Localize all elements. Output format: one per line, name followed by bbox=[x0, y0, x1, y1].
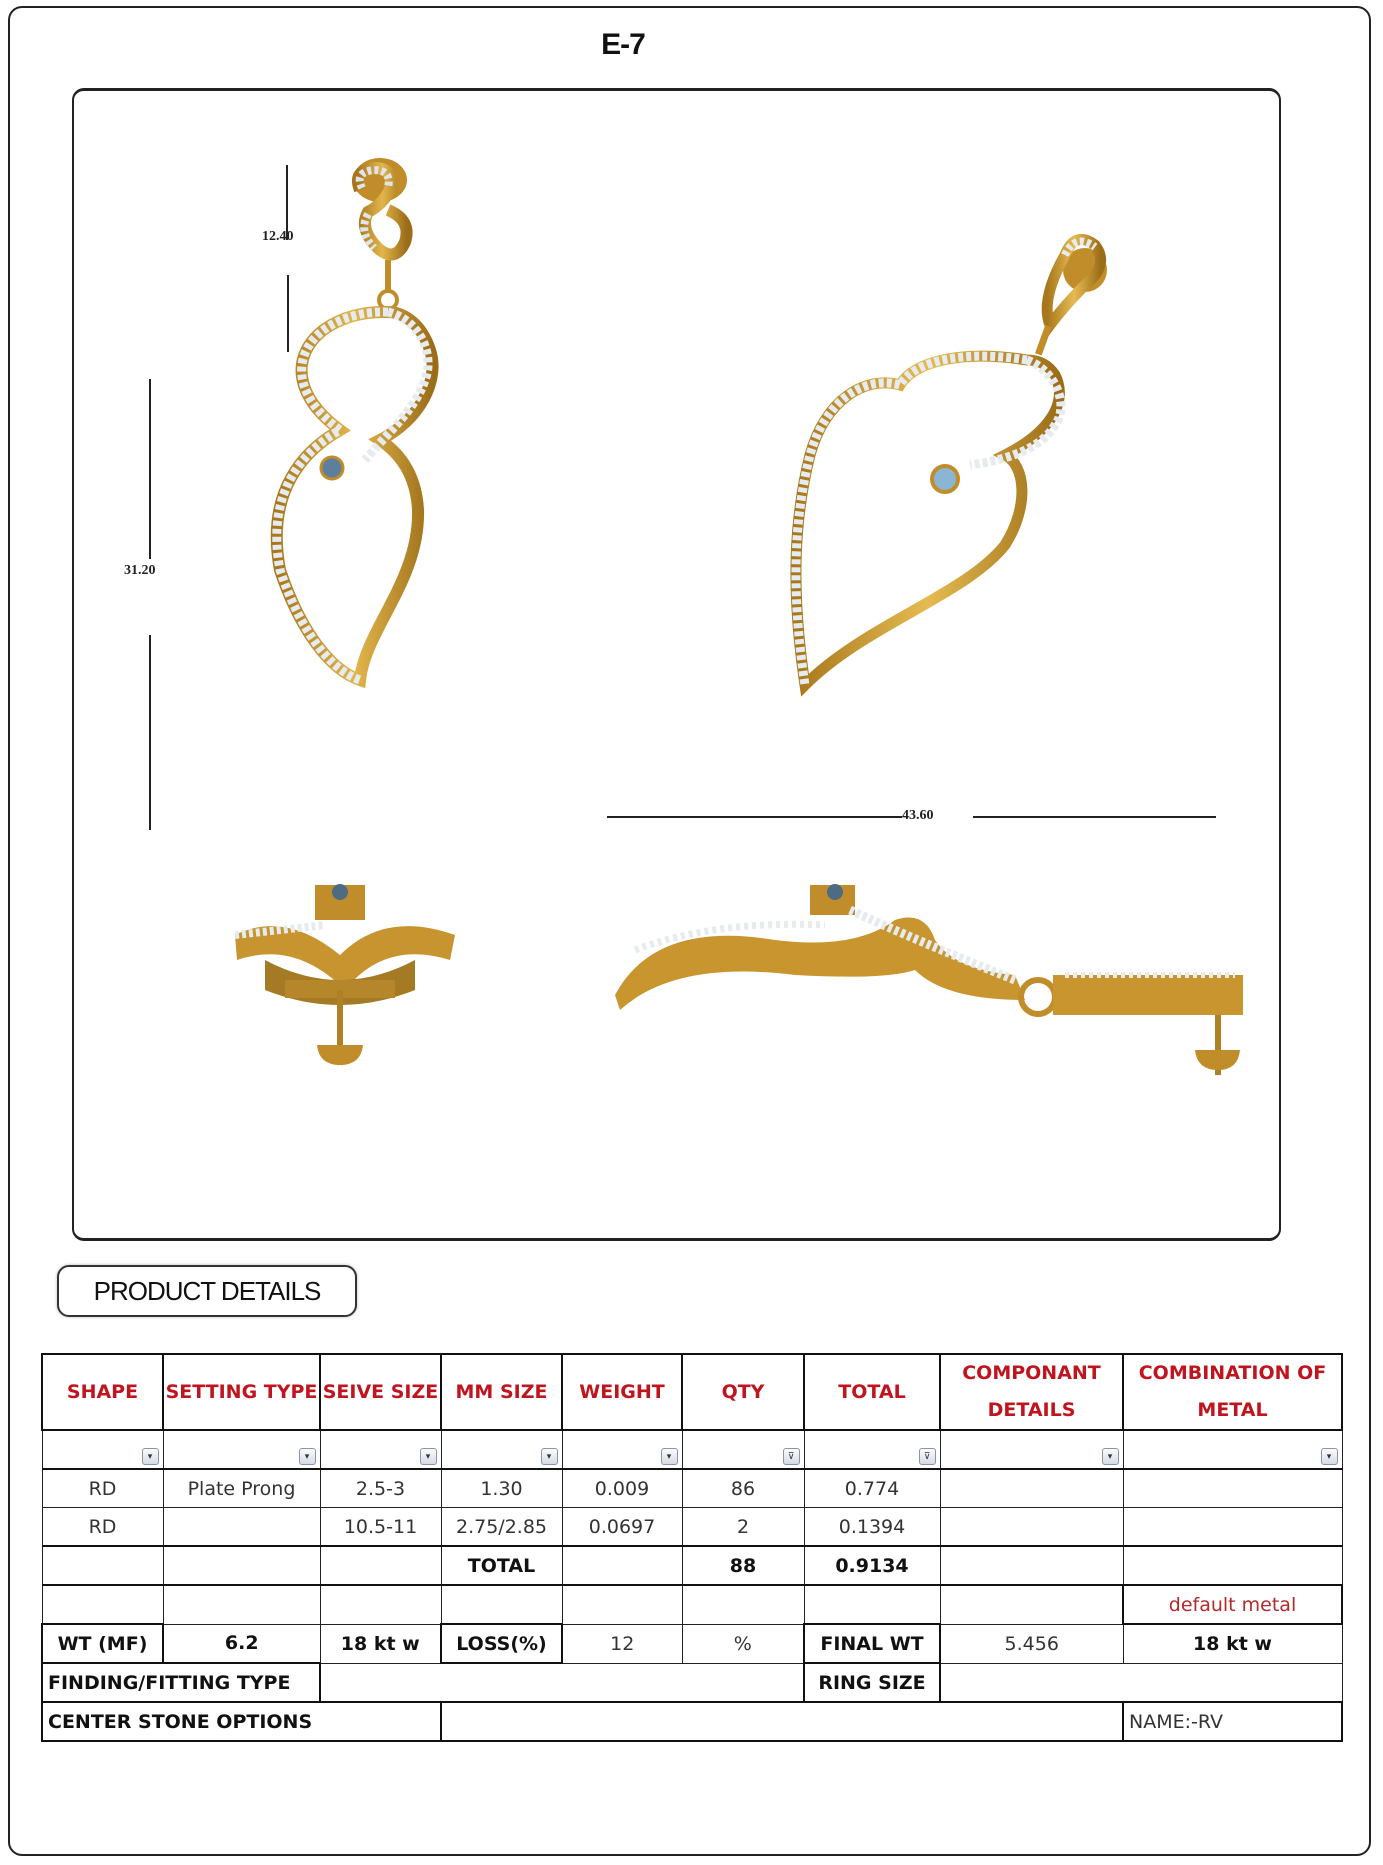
finding-fitting-type-label: FINDING/FITTING TYPE bbox=[42, 1663, 320, 1702]
cell-mm-size: 2.75/2.85 bbox=[441, 1508, 562, 1547]
default-metal-row bbox=[42, 1585, 1342, 1624]
total-label: TOTAL bbox=[441, 1546, 562, 1585]
product-details-label: PRODUCT DETAILS bbox=[93, 1275, 321, 1306]
wt-mf-value: 6.2 bbox=[163, 1624, 320, 1663]
header-setting-type: SETTING TYPE bbox=[163, 1354, 320, 1430]
header-weight: WEIGHT bbox=[562, 1354, 682, 1430]
cell-mm-size: 1.30 bbox=[441, 1469, 562, 1508]
weight-row bbox=[42, 1624, 1342, 1663]
dimension-label-width: 43.60 bbox=[902, 808, 934, 823]
cell-seive-size: 10.5-11 bbox=[320, 1508, 441, 1547]
cell-qty: 2 bbox=[682, 1508, 804, 1547]
cell-total: 0.1394 bbox=[804, 1508, 940, 1547]
empty-cell bbox=[163, 1546, 320, 1585]
dimension-line-width-right bbox=[973, 816, 1216, 818]
profile-view-image bbox=[595, 880, 1255, 1080]
cell-weight: 0.0697 bbox=[562, 1508, 682, 1547]
header-combination-of-metal: COMBINATION OF METAL bbox=[1123, 1354, 1342, 1430]
header-shape: SHAPE bbox=[42, 1354, 163, 1430]
ring-size-label: RING SIZE bbox=[804, 1663, 940, 1702]
empty-cell bbox=[562, 1546, 682, 1585]
cell-shape: RD bbox=[42, 1469, 163, 1508]
total-row bbox=[42, 1546, 1342, 1585]
filter-dropdown-icon[interactable]: ▾ bbox=[661, 1448, 678, 1465]
cell-qty: 86 bbox=[682, 1469, 804, 1508]
final-wt-label: FINAL WT bbox=[804, 1624, 940, 1663]
empty-cell bbox=[42, 1546, 163, 1585]
metal-value: 18 kt w bbox=[1123, 1624, 1342, 1663]
filter-dropdown-icon[interactable]: ▾ bbox=[1321, 1448, 1338, 1465]
cell-weight: 0.009 bbox=[562, 1469, 682, 1508]
cell-total: 0.774 bbox=[804, 1469, 940, 1508]
cell-setting-type: Plate Prong bbox=[163, 1469, 320, 1508]
finding-row bbox=[42, 1663, 1342, 1702]
center-stone-options-label: CENTER STONE OPTIONS bbox=[42, 1702, 441, 1741]
filter-dropdown-icon[interactable]: ▾ bbox=[541, 1448, 558, 1465]
front-view-image bbox=[270, 150, 510, 820]
side-view-image bbox=[225, 880, 465, 1080]
cell-shape: RD bbox=[42, 1508, 163, 1547]
loss-label: LOSS(%) bbox=[441, 1624, 562, 1663]
angled-view-image bbox=[765, 215, 1115, 715]
wt-mf-label: WT (MF) bbox=[42, 1624, 163, 1663]
header-componant-details: COMPONANT DETAILS bbox=[940, 1354, 1123, 1430]
empty-cell bbox=[320, 1546, 441, 1585]
table-row bbox=[42, 1469, 1342, 1508]
dimension-line-total-upper bbox=[149, 379, 151, 559]
cell-setting-type bbox=[163, 1508, 320, 1547]
product-details-heading bbox=[57, 1265, 357, 1317]
design-code-title: E-7 bbox=[601, 28, 645, 61]
empty-cell bbox=[320, 1585, 441, 1624]
dimension-label-total-height: 31.20 bbox=[124, 563, 156, 578]
filter-dropdown-icon[interactable]: ▾ bbox=[299, 1448, 316, 1465]
dimension-line-width-left bbox=[607, 816, 902, 818]
dimension-label-top-height: 12.40 bbox=[262, 229, 294, 244]
cell-componant bbox=[940, 1469, 1123, 1508]
empty-cell bbox=[441, 1585, 562, 1624]
table-row bbox=[42, 1508, 1342, 1547]
header-seive-size: SEIVE SIZE bbox=[320, 1354, 441, 1430]
filter-row bbox=[42, 1430, 1342, 1469]
empty-cell bbox=[804, 1585, 940, 1624]
total-weight: 0.9134 bbox=[804, 1546, 940, 1585]
karat-value: 18 kt w bbox=[320, 1624, 441, 1663]
product-details-table bbox=[41, 1353, 1343, 1742]
empty-cell bbox=[562, 1585, 682, 1624]
center-stone-options-value bbox=[441, 1702, 1123, 1741]
final-wt-value: 5.456 bbox=[940, 1624, 1123, 1663]
empty-cell bbox=[1123, 1546, 1342, 1585]
empty-cell bbox=[940, 1585, 1123, 1624]
empty-cell bbox=[163, 1585, 320, 1624]
table-header-row bbox=[42, 1354, 1342, 1430]
empty-cell bbox=[940, 1546, 1123, 1585]
center-stone-row bbox=[42, 1702, 1342, 1741]
filter-dropdown-icon[interactable]: ▾ bbox=[142, 1448, 159, 1465]
header-mm-size: MM SIZE bbox=[441, 1354, 562, 1430]
default-metal-label: default metal bbox=[1123, 1585, 1342, 1624]
cell-metal bbox=[1123, 1469, 1342, 1508]
filter-active-funnel-icon[interactable]: ⊽ bbox=[783, 1448, 800, 1465]
filter-dropdown-icon[interactable]: ▾ bbox=[1102, 1448, 1119, 1465]
finding-fitting-type-value bbox=[320, 1663, 804, 1702]
cell-componant bbox=[940, 1508, 1123, 1547]
empty-cell bbox=[682, 1585, 804, 1624]
loss-percent-sign: % bbox=[682, 1624, 804, 1663]
loss-value: 12 bbox=[562, 1624, 682, 1663]
cell-seive-size: 2.5-3 bbox=[320, 1469, 441, 1508]
filter-active-funnel-icon[interactable]: ⊽ bbox=[919, 1448, 936, 1465]
designer-name: NAME:-RV bbox=[1123, 1702, 1342, 1741]
empty-cell bbox=[42, 1585, 163, 1624]
cell-metal bbox=[1123, 1508, 1342, 1547]
header-total: TOTAL bbox=[804, 1354, 940, 1430]
total-qty: 88 bbox=[682, 1546, 804, 1585]
ring-size-value bbox=[940, 1663, 1342, 1702]
header-qty: QTY bbox=[682, 1354, 804, 1430]
filter-dropdown-icon[interactable]: ▾ bbox=[420, 1448, 437, 1465]
dimension-line-total-lower bbox=[149, 635, 151, 830]
